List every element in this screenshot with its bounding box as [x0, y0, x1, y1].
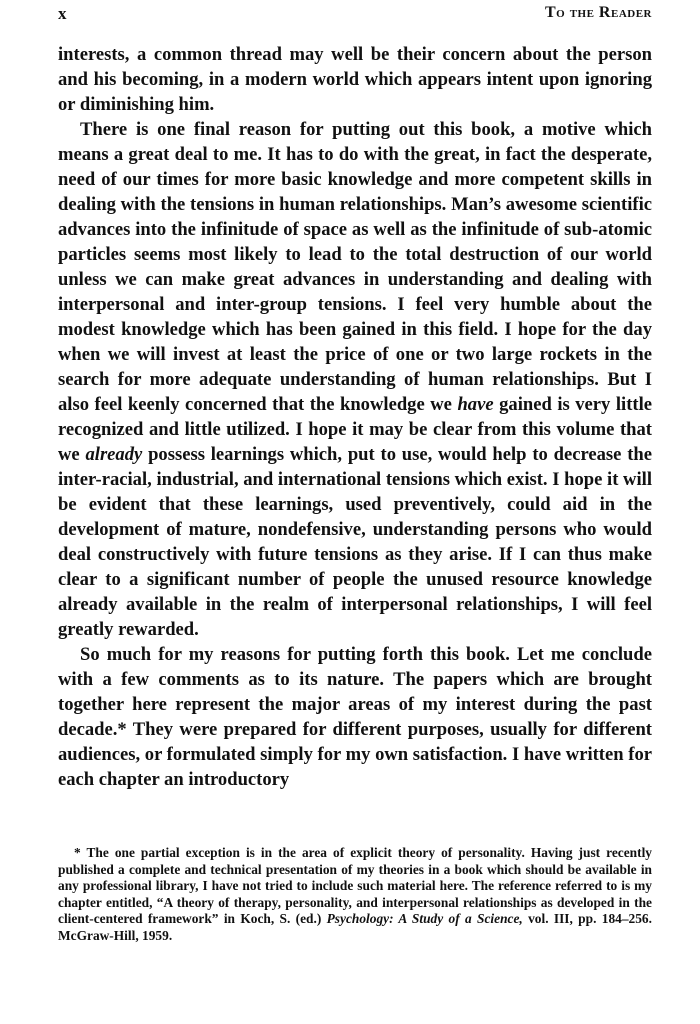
body-text	[58, 42, 652, 792]
book-page	[58, 0, 652, 1024]
footnote-body: * The one partial exception is in the area of explicit theory of personality. Having just recently published a complete and technical presentation of my theories in a book which should be available in any professional library, I have not tried to include such material here. The reference referred to is my chapter entitled, “A theory of therapy, personality, and interpersonal relationships as developed in the client-centered framework” in Koch, S. (ed.)	[58, 845, 652, 926]
paragraph-text: There is one final reason for putting out this book, a motive which means a great deal to me. It has to do with the great, in fact the desperate, need of our times for more basic knowledge and more competent skills in dealing with the tensions in human relationships. Man’s awesome scientific advances into the infinitude of space as well as the infinitude of sub-atomic particles seems most likely to lead to the total destruction of our world unless we can make great advances in understanding and dealing with interpersonal and inter-group tensions. I feel very humble about the modest knowledge which has been gained in this field. I hope for the day when we will invest at least the price of one or two large rockets in the search for more adequate understanding of human relationships. But I also feel keenly concerned that the knowledge we	[58, 119, 652, 415]
paragraph-nature: So much for my reasons for putting forth this book. Let me conclude with a few comments as to its nature. The papers which are brought together here represent the major areas of my interest during the past decade.* They were prepared for different purposes, usually for different audiences, or formulated simply for my own satisfaction. I have written for each chapter an introductory	[58, 644, 652, 790]
paragraph-text: gained is very little recognized and little utilized. I hope it may be clear from this volume that we	[58, 394, 652, 465]
paragraph-text: possess learnings which, put to use, would help to decrease the inter-racial, industrial, and international tensions which exist. I hope it will be evident that these learnings, used preventively, could aid in the development of mature, nondefensive, understanding persons who would deal constructively with future tensions as they arise. If I can thus make clear to a significant number of people the unused resource knowledge already available in the realm of interpersonal relationships, I will feel greatly rewarded.	[58, 444, 652, 640]
emphasis-already: already	[85, 444, 143, 465]
running-head: To the Reader	[544, 4, 652, 21]
emphasis-have: have	[457, 394, 494, 415]
paragraph-continued: interests, a common thread may well be their concern about the person and his becoming, in a modern world which appears intent upon ignoring or diminishing him.	[58, 44, 652, 115]
paragraph-final-reason	[58, 117, 652, 642]
footnote-book-title: Psychology: A Study of a Science,	[326, 911, 523, 926]
footnote-end: vol. III, pp. 184–256. McGraw-Hill, 1959.	[58, 911, 652, 943]
page-number: x	[58, 4, 67, 23]
page-header	[58, 4, 652, 28]
footnote	[58, 845, 652, 944]
footnote-text	[58, 845, 652, 944]
